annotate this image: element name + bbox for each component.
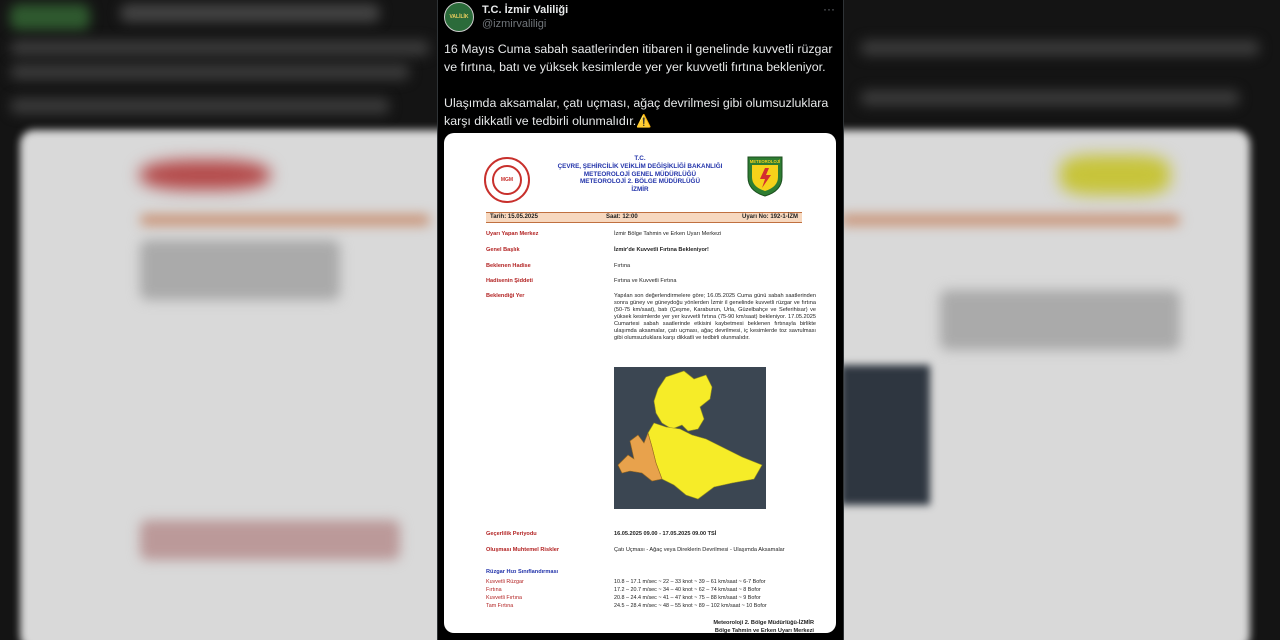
row-value: İzmir'de Kuvvetli Fırtına Bekleniyor! bbox=[614, 247, 709, 253]
blurred-name bbox=[120, 4, 380, 22]
header-line: ÇEVRE, ŞEHİRCİLİK VEİKLİM DEĞİŞİKLİĞİ BAKANLIĞI bbox=[557, 162, 723, 170]
tweet-card bbox=[437, 0, 844, 640]
tweet-image[interactable] bbox=[444, 133, 836, 633]
blurred-band bbox=[840, 215, 1180, 225]
blurred-text-line bbox=[10, 40, 430, 56]
blurred-text-line bbox=[10, 98, 390, 114]
blurred-lines bbox=[140, 520, 400, 560]
blurred-text-line bbox=[860, 40, 1260, 56]
document-time: Saat: 12:00 bbox=[606, 214, 638, 220]
header-line: METEOROLOJİ GENEL MÜDÜRLÜĞÜ bbox=[583, 170, 697, 178]
user-handle[interactable]: @izmirvaliligi bbox=[482, 18, 547, 30]
mgm-logo bbox=[484, 157, 530, 203]
izmir-map-icon bbox=[614, 367, 766, 509]
document-date: Tarih: 15.05.2025 bbox=[490, 214, 538, 220]
row-label: Geçerlilik Periyodu bbox=[486, 531, 537, 537]
scale-name: Tam Fırtına bbox=[486, 603, 514, 609]
meteoroloji-shield-icon bbox=[746, 155, 784, 197]
row-value: Fırtına ve Kuvvetli Fırtına bbox=[614, 278, 677, 284]
header-line: T.C. bbox=[634, 155, 646, 162]
footer-line: Bölge Tahmin ve Erken Uyarı Merkezi bbox=[714, 628, 814, 633]
row-label: Beklendiği Yer bbox=[486, 293, 525, 299]
blurred-background-right bbox=[840, 0, 1280, 640]
footer-line: Meteoroloji 2. Bölge Müdürlüğü-İZMİR bbox=[713, 620, 814, 626]
scale-value: 20.8 – 24.4 m/sec ~ 41 – 47 knot ~ 75 – 88 km/saat ~ 9 Bofor bbox=[614, 595, 761, 601]
shield-label: METEOROLOJİ bbox=[749, 159, 781, 164]
document-header bbox=[540, 155, 740, 194]
blurred-avatar bbox=[10, 4, 90, 30]
blurred-map bbox=[840, 365, 930, 505]
scale-name: Kuvvetli Rüzgar bbox=[486, 579, 524, 585]
blurred-background-left bbox=[0, 0, 440, 640]
scale-name: Kuvvetli Fırtına bbox=[486, 595, 522, 601]
scale-value: 10.8 – 17.1 m/sec ~ 22 – 33 knot ~ 39 – 61 km/saat ~ 6-7 Bofor bbox=[614, 579, 766, 585]
scale-value: 17.2 – 20.7 m/sec ~ 34 – 40 knot ~ 62 – 74 km/saat ~ 8 Bofor bbox=[614, 587, 761, 593]
blurred-text-line bbox=[860, 90, 1240, 106]
blurred-logo bbox=[140, 160, 270, 190]
blurred-text-line bbox=[10, 64, 410, 80]
blurred-lines bbox=[940, 290, 1180, 350]
avatar-label: VALİLİK bbox=[449, 14, 469, 20]
row-label: Oluşması Muhtemel Riskler bbox=[486, 547, 560, 553]
mgm-logo-text: MGM bbox=[492, 165, 522, 195]
header-line: METEOROLOJİ 2. BÖLGE MÜDÜRLÜĞÜ bbox=[580, 178, 700, 186]
tweet-text bbox=[444, 40, 839, 148]
date-band bbox=[486, 212, 802, 223]
display-name[interactable]: T.C. İzmir Valiliği bbox=[482, 4, 569, 16]
row-value: 16.05.2025 09.00 - 17.05.2025 09.00 TSİ bbox=[614, 531, 717, 537]
scale-title: Rüzgar Hızı Sınıflandırması bbox=[486, 569, 559, 575]
row-value: Fırtına bbox=[614, 263, 631, 269]
row-label: Hadisenin Şiddeti bbox=[486, 278, 533, 284]
warning-number: Uyarı No: 192-1-İZM bbox=[741, 214, 798, 220]
row-value: İzmir Bölge Tahmin ve Erken Uyarı Merkezi bbox=[614, 231, 722, 237]
row-label: Genel Başlık bbox=[486, 247, 520, 253]
blurred-lines bbox=[140, 240, 340, 300]
header-line: İZMİR bbox=[631, 186, 649, 194]
document-footer bbox=[713, 619, 814, 633]
tweet-paragraph: 16 Mayıs Cuma sabah saatlerinden itibaren il genelinde kuvvetli rüzgar ve fırtına, batı ve yüksek kesimlerde yer yer kuvvetli fırtına bekleniyor. bbox=[444, 42, 833, 74]
row-value: Yapılan son değerlendirmelere göre; 16.05.2025 Cuma günü sabah saatlerinden sonra güney ve güneydoğu yönlerden İzmir il genelinde kuvvetli rüzgar ve fırtına (50-75 km/saat), batı (Çeşme, Karaburun, Urla, Güzelbahçe ve Seferihisar) ve yüksek kesimlerde yer yer kuvvetli fırtına (75-90 km/saat) bekleniyor. 17.05.2025 Cumartesi sabah saatlerinde etkisini kaybetmesi beklenen fırtınayla birlikte ulaşımda aksamalar, çatı uçması, ağaç devrilmesi, iç kesimlerde toz savrulması gibi olumsuzluklara karşı dikkatli ve tedbirli olunmalıdır. bbox=[614, 293, 816, 341]
row-value: Çatı Uçması - Ağaç veya Direklerin Devrilmesi - Ulaşımda Aksamalar bbox=[614, 547, 785, 553]
blurred-document bbox=[20, 130, 440, 640]
blurred-band bbox=[140, 215, 430, 225]
warning-map bbox=[614, 367, 766, 509]
row-label: Uyarı Yapan Merkez bbox=[486, 231, 539, 237]
scale-name: Fırtına bbox=[486, 587, 502, 593]
blurred-logo bbox=[1060, 155, 1170, 195]
tweet-header bbox=[444, 2, 568, 32]
scale-value: 24.5 – 28.4 m/sec ~ 48 – 55 knot ~ 89 – 102 km/saat ~ 10 Bofor bbox=[614, 603, 767, 609]
more-dots-icon[interactable]: ··· bbox=[823, 2, 835, 16]
row-label: Beklenen Hadise bbox=[486, 263, 531, 269]
tweet-paragraph: Ulaşımda aksamalar, çatı uçması, ağaç devrilmesi gibi olumsuzluklara karşı dikkatli ve tedbirli olunmalıdır.⚠️ bbox=[444, 96, 829, 128]
avatar[interactable] bbox=[444, 2, 474, 32]
